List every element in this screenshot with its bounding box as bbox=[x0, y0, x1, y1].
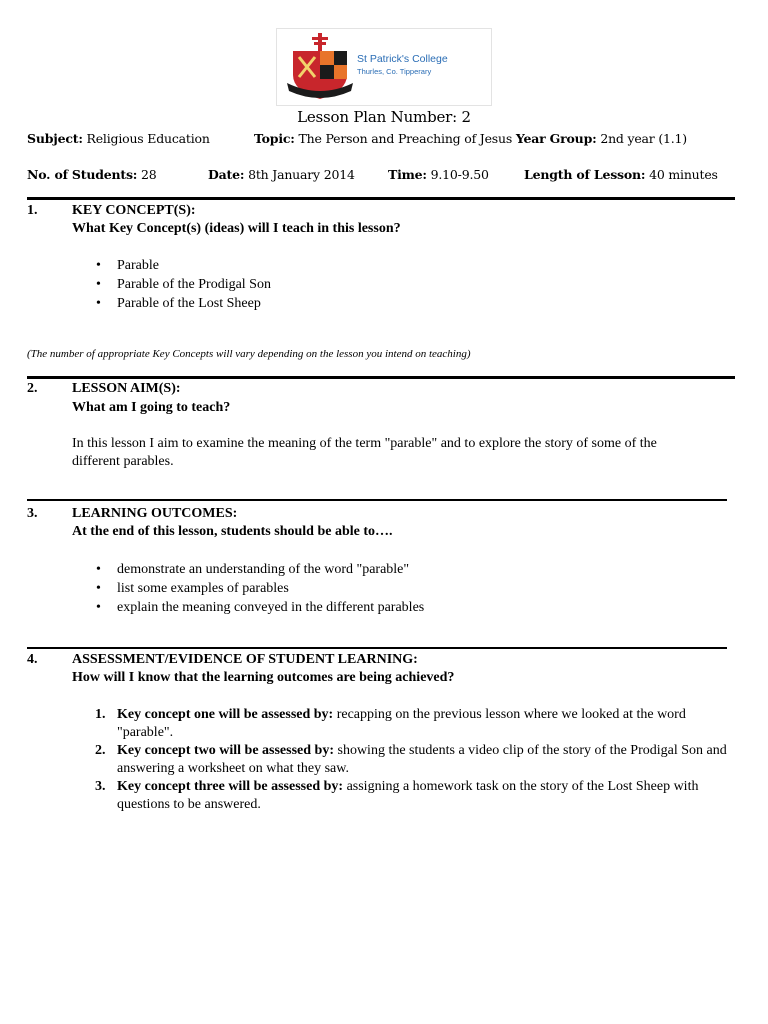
divider bbox=[27, 376, 735, 379]
list-item: • list some examples of parables bbox=[92, 579, 424, 598]
topic-value: The Person and Preaching of Jesus bbox=[298, 131, 513, 146]
time-label: Time: bbox=[388, 167, 427, 182]
length-value: 40 minutes bbox=[649, 167, 718, 182]
lesson-aim-text bbox=[72, 435, 742, 471]
subject-value: Religious Education bbox=[86, 131, 210, 146]
section-3-number: 3. bbox=[27, 506, 38, 521]
time-field bbox=[388, 167, 489, 182]
divider bbox=[27, 197, 735, 200]
lesson-aim-line: different parables. bbox=[72, 454, 174, 469]
section-4-number: 4. bbox=[27, 652, 38, 667]
section-1-question: What Key Concept(s) (ideas) will I teach in this lesson? bbox=[72, 221, 401, 236]
date-field bbox=[208, 167, 355, 182]
key-concepts-list bbox=[92, 256, 271, 313]
assessment-list bbox=[95, 706, 735, 814]
year-label: Year Group: bbox=[515, 131, 597, 146]
item-lead: Key concept one will be assessed by: bbox=[117, 707, 334, 722]
students-label: No. of Students: bbox=[27, 167, 138, 182]
section-3-question: At the end of this lesson, students should be able to…. bbox=[72, 524, 393, 539]
item-number: 1. bbox=[95, 707, 106, 722]
section-3-heading: LEARNING OUTCOMES: bbox=[72, 506, 238, 521]
students-value: 28 bbox=[141, 167, 157, 182]
item-text: showing the students a video clip of the story of the Prodigal Son and answering a worksheet on what they saw. bbox=[117, 743, 727, 776]
learning-outcomes-list bbox=[92, 560, 424, 617]
divider bbox=[27, 647, 727, 649]
date-label: Date: bbox=[208, 167, 245, 182]
college-logo bbox=[276, 28, 492, 106]
time-value: 9.10-9.50 bbox=[430, 167, 489, 182]
list-item bbox=[95, 742, 735, 778]
section-2-heading: LESSON AIM(S): bbox=[72, 381, 181, 396]
length-label: Length of Lesson: bbox=[524, 167, 646, 182]
length-field bbox=[524, 167, 718, 182]
list-item: • Parable bbox=[92, 256, 271, 275]
key-concepts-note: (The number of appropriate Key Concepts will vary depending on the lesson you intend on teaching) bbox=[27, 348, 471, 360]
item-text: assigning a homework task on the story of the Lost Sheep with questions to be answered. bbox=[117, 779, 699, 812]
college-name: St Patrick's College bbox=[357, 53, 448, 65]
section-4-question: How will I know that the learning outcomes are being achieved? bbox=[72, 670, 455, 685]
list-item: • explain the meaning conveyed in the different parables bbox=[92, 598, 424, 617]
topic-field bbox=[254, 131, 687, 146]
list-item: • demonstrate an understanding of the word "parable" bbox=[92, 560, 424, 579]
section-4-heading: ASSESSMENT/EVIDENCE OF STUDENT LEARNING: bbox=[72, 652, 418, 667]
page-title: Lesson Plan Number: 2 bbox=[297, 108, 471, 126]
divider bbox=[27, 499, 727, 501]
year-value: 2nd year (1.1) bbox=[600, 131, 687, 146]
item-number: 3. bbox=[95, 779, 106, 794]
crest-icon bbox=[285, 33, 355, 101]
item-number: 2. bbox=[95, 743, 106, 758]
section-2-question: What am I going to teach? bbox=[72, 400, 231, 415]
lesson-aim-line: In this lesson I aim to examine the meaning of the term "parable" and to explore the story of some of the bbox=[72, 436, 657, 451]
list-item bbox=[95, 778, 735, 814]
item-text: recapping on the previous lesson where we looked at the word "parable". bbox=[117, 707, 686, 740]
item-lead: Key concept two will be assessed by: bbox=[117, 743, 334, 758]
list-item: • Parable of the Lost Sheep bbox=[92, 294, 271, 313]
date-value: 8th January 2014 bbox=[248, 167, 355, 182]
item-lead: Key concept three will be assessed by: bbox=[117, 779, 344, 794]
list-item bbox=[95, 706, 735, 742]
section-1-heading: KEY CONCEPT(S): bbox=[72, 203, 196, 218]
students-field bbox=[27, 167, 157, 182]
section-2-number: 2. bbox=[27, 381, 38, 396]
section-1-number: 1. bbox=[27, 203, 38, 218]
college-location: Thurles, Co. Tipperary bbox=[357, 67, 432, 76]
subject-field bbox=[27, 131, 210, 146]
topic-label: Topic: bbox=[254, 131, 295, 146]
list-item: • Parable of the Prodigal Son bbox=[92, 275, 271, 294]
subject-label: Subject: bbox=[27, 131, 83, 146]
